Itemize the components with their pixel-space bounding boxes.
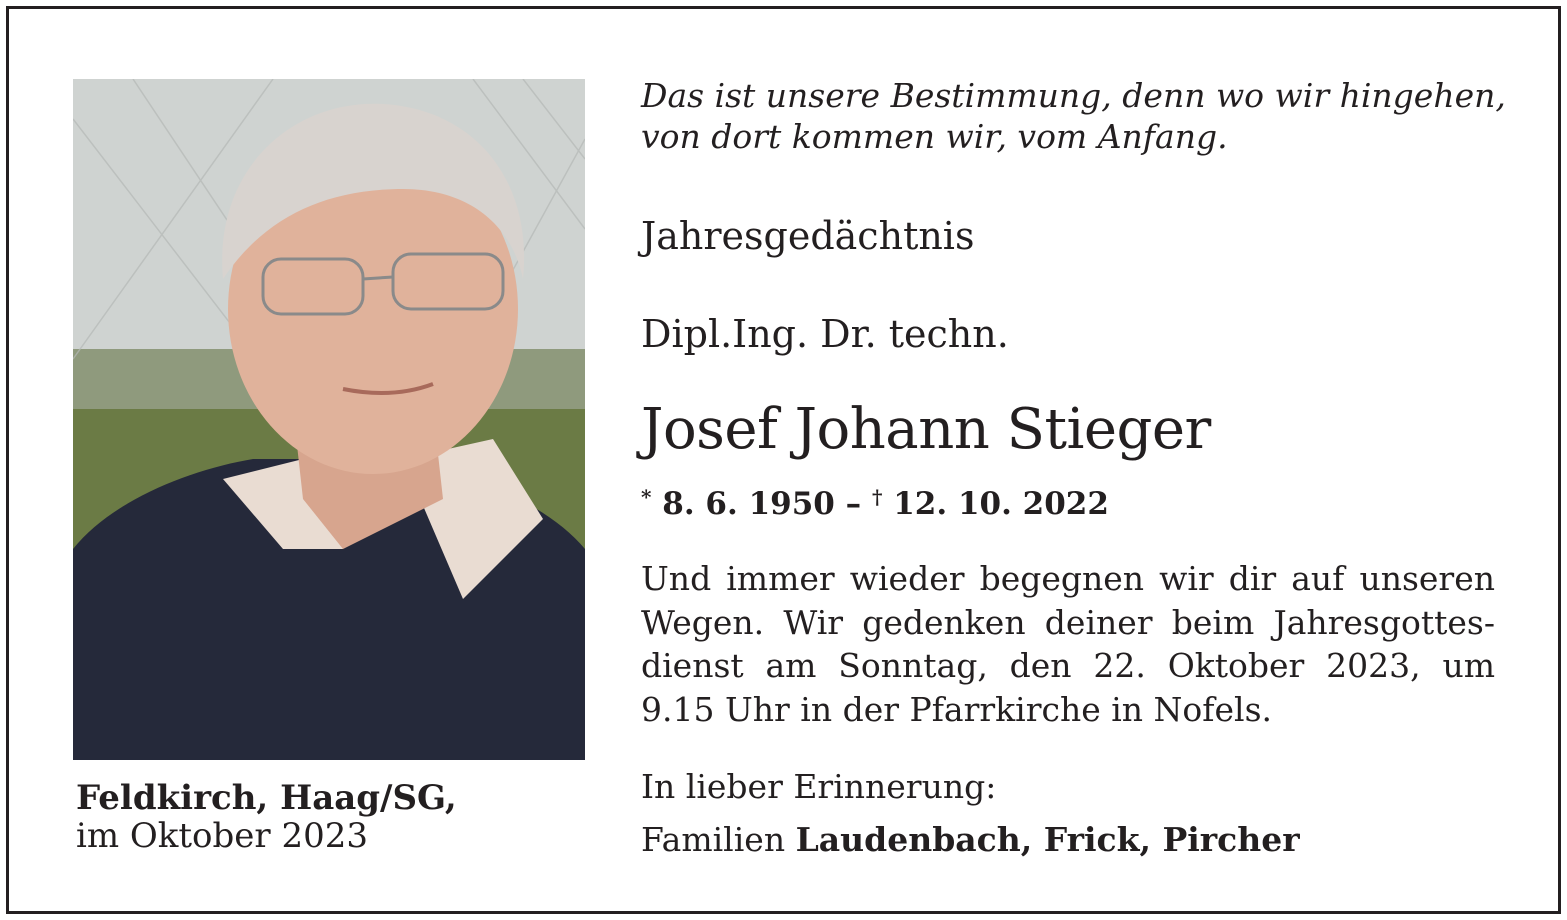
occasion-heading: Jahresgedächtnis	[641, 214, 975, 258]
family-names: Laudenbach, Frick, Pircher	[795, 820, 1300, 859]
memorial-text	[641, 557, 1495, 731]
body-line: dienst am Sonntag, den 22. Oktober 2023, um	[641, 646, 1495, 685]
obituary-card	[6, 6, 1561, 914]
death-date: 12. 10. 2022	[893, 486, 1109, 522]
academic-titles: Dipl.Ing. Dr. techn.	[641, 312, 1009, 356]
quote-line: Das ist unsere Bestimmung, denn wo wir hingehen,	[641, 76, 1506, 115]
birth-date: 8. 6. 1950	[662, 486, 835, 522]
body-line: Und immer wieder begegnen wir dir auf unseren	[641, 559, 1495, 598]
caption-place: Feldkirch, Haag/SG,	[76, 778, 457, 818]
death-symbol: †	[871, 485, 883, 509]
body-line: 9.15 Uhr in der Pfarrkirche in Nofels.	[641, 689, 1272, 729]
photo-caption	[76, 779, 457, 855]
families-prefix: Familien	[641, 820, 786, 859]
families-line	[641, 819, 1300, 861]
epigraph-quote	[641, 75, 1506, 157]
deceased-name: Josef Johann Stieger	[641, 397, 1211, 462]
quote-line: von dort kommen wir, vom Anfang.	[641, 117, 1228, 156]
birth-symbol: *	[641, 485, 652, 509]
memory-line: In lieber Erinnerung:	[641, 767, 997, 806]
portrait-photo	[73, 79, 585, 760]
caption-date: im Oktober 2023	[76, 816, 369, 856]
date-separator: –	[845, 486, 862, 522]
body-line: Wegen. Wir gedenken deiner beim Jahresgottes-	[641, 602, 1495, 642]
life-dates	[641, 477, 1109, 524]
